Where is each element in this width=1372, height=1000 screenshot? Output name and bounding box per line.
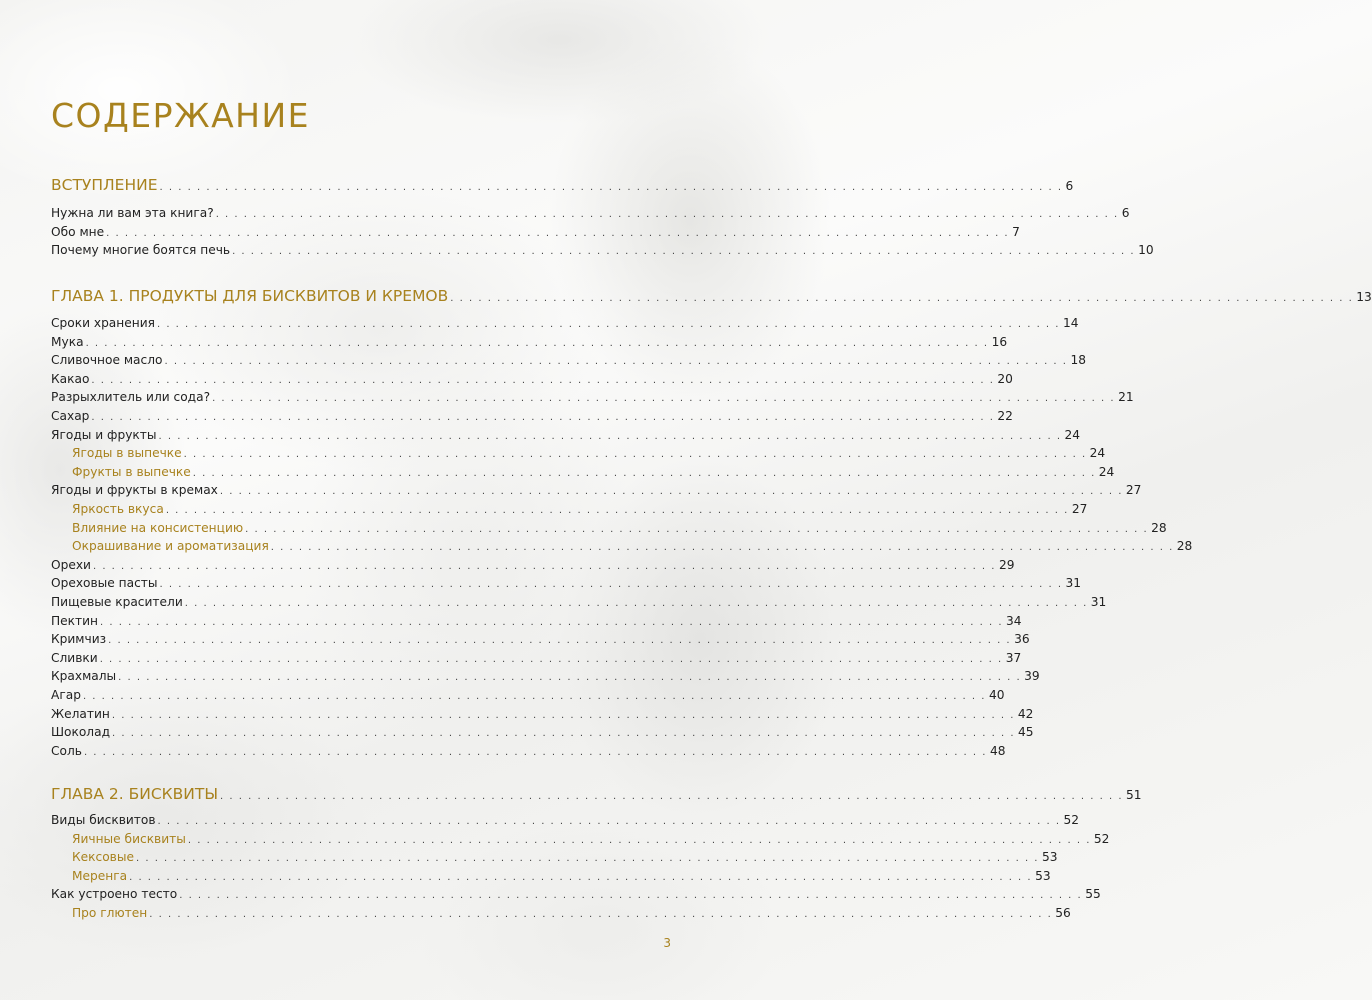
dot-leader: . . . . . . . . . . . . . . . . . . . . . . . . . . . . . . . . . . . . . . . . . . . . . . . . . . . . . . . . . . . . . . . . . . . . . . . . . . . . . . . . . . . . . . . . . . . . . . . . . bbox=[212, 393, 1116, 405]
toc-entry-title: Сливочное масло bbox=[51, 353, 163, 368]
toc-entry-title: Орехи bbox=[51, 557, 91, 572]
dot-leader: . . . . . . . . . . . . . . . . . . . . . . . . . . . . . . . . . . . . . . . . . . . . . . . . . . . . . . . . . . . . . . . . . . . . . . . . . . . . . . . . . . . . . . . . . . . . . . . . . bbox=[156, 319, 1060, 330]
toc-subentry-title: Кексовые bbox=[72, 850, 134, 865]
dot-leader: . . . . . . . . . . . . . . . . . . . . . . . . . . . . . . . . . . . . . . . . . . . . . . . . . . . . . . . . . . . . . . . . . . . . . . . . . . . . . . . . . . . . . . . . . . . . . . . . . bbox=[100, 616, 1004, 628]
dot-leader: . . . . . . . . . . . . . . . . . . . . . . . . . . . . . . . . . . . . . . . . . . . . . . . . . . . . . . . . . . . . . . . . . . . . . . . . . . . . . . . . . . . . . . . . . . . . . . . . . bbox=[106, 227, 1010, 239]
toc-entry[interactable] bbox=[51, 204, 1130, 222]
dot-leader: . . . . . . . . . . . . . . . . . . . . . . . . . . . . . . . . . . . . . . . . . . . . . . . . . . . . . . . . . . . . . . . . . . . . . . . . . . . . . . . . . . . . . . . . . . . . . . . . . bbox=[165, 505, 1069, 516]
toc-subentry[interactable] bbox=[51, 444, 1106, 462]
toc-entry[interactable] bbox=[51, 885, 1101, 903]
toc-entry[interactable] bbox=[51, 481, 1142, 499]
toc-entry[interactable] bbox=[51, 593, 1107, 611]
dot-leader: . . . . . . . . . . . . . . . . . . . . . . . . . . . . . . . . . . . . . . . . . . . . . . . . . . . . . . . . . . . . . . . . . . . . . . . . . . . . . . . . . . . . . . . . . . . . . . . . . bbox=[91, 374, 995, 386]
dot-leader: . . . . . . . . . . . . . . . . . . . . . . . . . . . . . . . . . . . . . . . . . . . . . . . . . . . . . . . . . . . . . . . . . . . . . . . . . . . . . . . . . . . . . . . . . . . . . . . . . bbox=[129, 871, 1033, 883]
toc-entry[interactable] bbox=[51, 333, 1008, 351]
toc-chapter-heading[interactable] bbox=[51, 174, 1074, 196]
toc-subentry[interactable] bbox=[51, 500, 1088, 518]
toc-subentry-title: Яичные бисквиты bbox=[72, 831, 186, 846]
dot-leader: . . . . . . . . . . . . . . . . . . . . . . . . . . . . . . . . . . . . . . . . . . . . . . . . . . . . . . . . . . . . . . . . . . . . . . . . . . . . . . . . . . . . . . . . . . . . . . . . . bbox=[85, 337, 989, 349]
toc-entry-page: 27 bbox=[1125, 483, 1142, 498]
toc-entry-title: Мука bbox=[51, 334, 84, 349]
toc-entry-title: Нужна ли вам эта книга? bbox=[51, 206, 214, 220]
toc-subentry-page: 56 bbox=[1055, 906, 1071, 920]
toc-subentry-title: Ягоды в выпечке bbox=[72, 446, 182, 461]
toc-subentry-page: 24 bbox=[1098, 464, 1115, 479]
toc-subentry[interactable] bbox=[51, 867, 1051, 885]
dot-leader: . . . . . . . . . . . . . . . . . . . . . . . . . . . . . . . . . . . . . . . . . . . . . . . . . . . . . . . . . . . . . . . . . . . . . . . . . . . . . . . . . . . . . . . . . . . . . . . . . bbox=[164, 356, 1068, 368]
toc-entry-page: 31 bbox=[1090, 595, 1107, 609]
dot-leader: . . . . . . . . . . . . . . . . . . . . . . . . . . . . . . . . . . . . . . . . . . . . . . . . . . . . . . . . . . . . . . . . . . . . . . . . . . . . . . . . . . . . . . . . . . . . . . . . . bbox=[183, 449, 1087, 461]
toc-subentry-title: Фрукты в выпечке bbox=[72, 464, 191, 479]
dot-leader: . . . . . . . . . . . . . . . . . . . . . . . . . . . . . . . . . . . . . . . . . . . . . . . . . . . . . . . . . . . . . . . . . . . . . . . . . . . . . . . . . . . . . . . . . . . . . . . . . bbox=[83, 746, 987, 758]
dot-leader: . . . . . . . . . . . . . . . . . . . . . . . . . . . . . . . . . . . . . . . . . . . . . . . . . . . . . . . . . . . . . . . . . . . . . . . . . . . . . . . . . . . . . . . . . . . . . . . . . bbox=[159, 579, 1063, 591]
toc-chapter-heading-title: ГЛАВА 1. ПРОДУКТЫ ДЛЯ БИСКВИТОВ И КРЕМОВ bbox=[51, 287, 449, 305]
toc-entry-page: 18 bbox=[1070, 353, 1086, 368]
toc-entry[interactable] bbox=[51, 574, 1082, 592]
toc-subentry[interactable] bbox=[51, 537, 1193, 555]
dot-leader: . . . . . . . . . . . . . . . . . . . . . . . . . . . . . . . . . . . . . . . . . . . . . . . . . . . . . . . . . . . . . . . . . . . . . . . . . . . . . . . . . . . . . . . . . . . . . . . . . bbox=[108, 635, 1012, 647]
toc-chapter-heading-page: 51 bbox=[1126, 788, 1142, 802]
toc-entry-title: Агар bbox=[51, 688, 81, 702]
toc-entry[interactable] bbox=[51, 686, 1005, 704]
toc-entry-page: 42 bbox=[1017, 706, 1034, 721]
toc-entry-title: Разрыхлитель или сода? bbox=[51, 390, 211, 405]
toc-subentry-page: 52 bbox=[1093, 831, 1110, 846]
toc-entry[interactable] bbox=[51, 351, 1086, 369]
toc-entry-page: 39 bbox=[1024, 669, 1040, 684]
toc-entry-page: 10 bbox=[1138, 243, 1154, 258]
toc-subentry-title: Яркость вкуса bbox=[72, 502, 164, 516]
dot-leader: . . . . . . . . . . . . . . . . . . . . . . . . . . . . . . . . . . . . . . . . . . . . . . . . . . . . . . . . . . . . . . . . . . . . . . . . . . . . . . . . . . . . . . . . . . . . . . . . . bbox=[187, 834, 1091, 846]
dot-leader: . . . . . . . . . . . . . . . . . . . . . . . . . . . . . . . . . . . . . . . . . . . . . . . . . . . . . . . . . . . . . . . . . . . . . . . . . . . . . . . . . . . . . . . . . . . . . . . . . bbox=[192, 467, 1096, 479]
toc-entry-title: Кримчиз bbox=[51, 632, 107, 647]
toc-subentry[interactable] bbox=[51, 830, 1110, 848]
toc-chapter-heading-page: 13 bbox=[1356, 290, 1372, 304]
toc-entry[interactable] bbox=[51, 556, 1015, 574]
toc-entry[interactable] bbox=[51, 223, 1020, 241]
toc-subentry-title: Меренга bbox=[72, 868, 128, 883]
dot-leader: . . . . . . . . . . . . . . . . . . . . . . . . . . . . . . . . . . . . . . . . . . . . . . . . . . . . . . . . . . . . . . . . . . . . . . . . . . . . . . . . . . . . . . . . . . . . . . . . . bbox=[220, 791, 1124, 802]
dot-leader: . . . . . . . . . . . . . . . . . . . . . . . . . . . . . . . . . . . . . . . . . . . . . . . . . . . . . . . . . . . . . . . . . . . . . . . . . . . . . . . . . . . . . . . . . . . . . . . . . bbox=[159, 182, 1063, 193]
toc-entry[interactable] bbox=[51, 612, 1022, 630]
toc-entry[interactable] bbox=[51, 667, 1040, 685]
toc-subentry-title: Влияние на консистенцию bbox=[72, 520, 244, 535]
toc-entry-page: 20 bbox=[997, 371, 1013, 386]
toc-entry[interactable] bbox=[51, 630, 1030, 648]
dot-leader: . . . . . . . . . . . . . . . . . . . . . . . . . . . . . . . . . . . . . . . . . . . . . . . . . . . . . . . . . . . . . . . . . . . . . . . . . . . . . . . . . . . . . . . . . . . . . . . . . bbox=[112, 728, 1015, 740]
dot-leader: . . . . . . . . . . . . . . . . . . . . . . . . . . . . . . . . . . . . . . . . . . . . . . . . . . . . . . . . . . . . . . . . . . . . . . . . . . . . . . . . . . . . . . . . . . . . . . . . . bbox=[158, 430, 1062, 442]
toc-entry[interactable] bbox=[51, 742, 1006, 760]
toc-entry[interactable] bbox=[51, 370, 1013, 388]
dot-leader: . . . . . . . . . . . . . . . . . . . . . . . . . . . . . . . . . . . . . . . . . . . . . . . . . . . . . . . . . . . . . . . . . . . . . . . . . . . . . . . . . . . . . . . . . . . . . . . . . bbox=[149, 909, 1053, 920]
toc-entry-title: Крахмалы bbox=[51, 669, 117, 684]
toc-entry-title: Сливки bbox=[51, 650, 98, 665]
toc-entry[interactable] bbox=[51, 811, 1080, 829]
toc-entry-title: Ягоды и фрукты bbox=[51, 427, 157, 442]
toc-chapter-heading-title: ГЛАВА 2. БИСКВИТЫ bbox=[51, 785, 219, 803]
dot-leader: . . . . . . . . . . . . . . . . . . . . . . . . . . . . . . . . . . . . . . . . . . . . . . . . . . . . . . . . . . . . . . . . . . . . . . . . . . . . . . . . . . . . . . . . . . . . . . . . . bbox=[179, 890, 1083, 902]
toc-entry-page: 36 bbox=[1014, 632, 1030, 647]
toc-entry-page: 40 bbox=[988, 688, 1005, 702]
toc-subentry[interactable] bbox=[51, 519, 1167, 537]
toc-subentry-page: 28 bbox=[1151, 520, 1167, 535]
toc-entry-title: Соль bbox=[51, 743, 82, 758]
toc-entry-page: 21 bbox=[1118, 390, 1134, 405]
toc-subentry-title: Про глютен bbox=[72, 906, 148, 920]
toc-entry-page: 52 bbox=[1063, 813, 1080, 827]
dot-leader: . . . . . . . . . . . . . . . . . . . . . . . . . . . . . . . . . . . . . . . . . . . . . . . . . . . . . . . . . . . . . . . . . . . . . . . . . . . . . . . . . . . . . . . . . . . . . . . . . bbox=[232, 246, 1136, 258]
toc-entry-title: Почему многие боятся печь bbox=[51, 243, 231, 258]
dot-leader: . . . . . . . . . . . . . . . . . . . . . . . . . . . . . . . . . . . . . . . . . . . . . . . . . . . . . . . . . . . . . . . . . . . . . . . . . . . . . . . . . . . . . . . . . . . . . . . . . bbox=[92, 560, 996, 572]
dot-leader: . . . . . . . . . . . . . . . . . . . . . . . . . . . . . . . . . . . . . . . . . . . . . . . . . . . . . . . . . . . . . . . . . . . . . . . . . . . . . . . . . . . . . . . . . . . . . . . . . bbox=[82, 691, 986, 702]
toc-entry-title: Ягоды и фрукты в кремах bbox=[51, 483, 218, 498]
toc-entry-page: 14 bbox=[1062, 316, 1079, 330]
toc-entry-title: Желатин bbox=[51, 706, 110, 721]
toc-subentry-page: 53 bbox=[1041, 850, 1058, 865]
toc-entry-title: Какао bbox=[51, 371, 90, 386]
toc-chapter-heading-page: 6 bbox=[1065, 179, 1074, 193]
toc-entry-page: 16 bbox=[991, 334, 1008, 349]
dot-leader: . . . . . . . . . . . . . . . . . . . . . . . . . . . . . . . . . . . . . . . . . . . . . . . . . . . . . . . . . . . . . . . . . . . . . . . . . . . . . . . . . . . . . . . . . . . . . . . . . bbox=[270, 542, 1174, 554]
toc-entry-page: 24 bbox=[1064, 427, 1081, 442]
toc-entry-title: Как устроено тесто bbox=[51, 887, 178, 902]
toc-subentry-page: 53 bbox=[1035, 868, 1051, 883]
dot-leader: . . . . . . . . . . . . . . . . . . . . . . . . . . . . . . . . . . . . . . . . . . . . . . . . . . . . . . . . . . . . . . . . . . . . . . . . . . . . . . . . . . . . . . . . . . . . . . . . . bbox=[184, 598, 1088, 609]
toc-entry-title: Виды бисквитов bbox=[51, 813, 156, 827]
toc-entry-page: 6 bbox=[1121, 206, 1130, 220]
toc-entry-page: 22 bbox=[997, 409, 1013, 423]
toc-entry[interactable] bbox=[51, 407, 1013, 425]
page-number: 3 bbox=[663, 936, 671, 950]
toc-entry-title: Пектин bbox=[51, 613, 99, 628]
toc-entry-title: Сахар bbox=[51, 409, 90, 423]
toc-subentry-title: Окрашивание и ароматизация bbox=[72, 539, 269, 554]
toc-entry-page: 48 bbox=[989, 743, 1006, 758]
toc-entry-page: 34 bbox=[1006, 613, 1022, 628]
toc-chapter-heading[interactable] bbox=[51, 285, 1372, 307]
dot-leader: . . . . . . . . . . . . . . . . . . . . . . . . . . . . . . . . . . . . . . . . . . . . . . . . . . . . . . . . . . . . . . . . . . . . . . . . . . . . . . . . . . . . . . . . . . . . . . . . . bbox=[118, 672, 1022, 684]
dot-leader: . . . . . . . . . . . . . . . . . . . . . . . . . . . . . . . . . . . . . . . . . . . . . . . . . . . . . . . . . . . . . . . . . . . . . . . . . . . . . . . . . . . . . . . . . . . . . . . . . bbox=[157, 816, 1061, 827]
toc-entry-title: Пищевые красители bbox=[51, 595, 183, 609]
toc-chapter-heading[interactable] bbox=[51, 783, 1142, 805]
toc-entry[interactable] bbox=[51, 388, 1134, 406]
toc-entry-page: 37 bbox=[1005, 650, 1022, 665]
toc-entry[interactable] bbox=[51, 649, 1022, 667]
toc-subentry-page: 27 bbox=[1071, 502, 1088, 516]
toc-entry[interactable] bbox=[51, 723, 1034, 741]
dot-leader: . . . . . . . . . . . . . . . . . . . . . . . . . . . . . . . . . . . . . . . . . . . . . . . . . . . . . . . . . . . . . . . . . . . . . . . . . . . . . . . . . . . . . . . . . . . . . . . . . bbox=[450, 293, 1354, 304]
toc-entry-title: Обо мне bbox=[51, 224, 105, 239]
toc-entry-title: Ореховые пасты bbox=[51, 576, 158, 591]
toc-entry-page: 7 bbox=[1012, 224, 1020, 239]
toc-entry[interactable] bbox=[51, 241, 1154, 259]
toc-subentry[interactable] bbox=[51, 848, 1058, 866]
toc-entry[interactable] bbox=[51, 426, 1081, 444]
dot-leader: . . . . . . . . . . . . . . . . . . . . . . . . . . . . . . . . . . . . . . . . . . . . . . . . . . . . . . . . . . . . . . . . . . . . . . . . . . . . . . . . . . . . . . . . . . . . . . . . . bbox=[219, 486, 1123, 498]
toc-entry[interactable] bbox=[51, 314, 1079, 332]
toc-entry-page: 45 bbox=[1018, 725, 1034, 740]
dot-leader: . . . . . . . . . . . . . . . . . . . . . . . . . . . . . . . . . . . . . . . . . . . . . . . . . . . . . . . . . . . . . . . . . . . . . . . . . . . . . . . . . . . . . . . . . . . . . . . . . bbox=[111, 709, 1015, 721]
toc-subentry[interactable] bbox=[51, 904, 1071, 922]
toc-subentry-page: 24 bbox=[1089, 446, 1106, 461]
dot-leader: . . . . . . . . . . . . . . . . . . . . . . . . . . . . . . . . . . . . . . . . . . . . . . . . . . . . . . . . . . . . . . . . . . . . . . . . . . . . . . . . . . . . . . . . . . . . . . . . . bbox=[99, 653, 1003, 665]
toc-entry-page: 31 bbox=[1065, 576, 1082, 591]
toc-subentry[interactable] bbox=[51, 463, 1115, 481]
toc-entry-title: Шоколад bbox=[51, 725, 110, 740]
toc-entry[interactable] bbox=[51, 705, 1034, 723]
toc-entry-page: 55 bbox=[1085, 887, 1101, 902]
dot-leader: . . . . . . . . . . . . . . . . . . . . . . . . . . . . . . . . . . . . . . . . . . . . . . . . . . . . . . . . . . . . . . . . . . . . . . . . . . . . . . . . . . . . . . . . . . . . . . . . . bbox=[91, 412, 995, 423]
page-title: СОДЕРЖАНИЕ bbox=[51, 96, 311, 136]
toc-entry-title: Сроки хранения bbox=[51, 316, 155, 330]
toc-subentry-page: 28 bbox=[1176, 539, 1193, 554]
dot-leader: . . . . . . . . . . . . . . . . . . . . . . . . . . . . . . . . . . . . . . . . . . . . . . . . . . . . . . . . . . . . . . . . . . . . . . . . . . . . . . . . . . . . . . . . . . . . . . . . . bbox=[215, 209, 1119, 220]
dot-leader: . . . . . . . . . . . . . . . . . . . . . . . . . . . . . . . . . . . . . . . . . . . . . . . . . . . . . . . . . . . . . . . . . . . . . . . . . . . . . . . . . . . . . . . . . . . . . . . . . bbox=[245, 523, 1149, 535]
toc-entry-page: 29 bbox=[998, 557, 1015, 572]
dot-leader: . . . . . . . . . . . . . . . . . . . . . . . . . . . . . . . . . . . . . . . . . . . . . . . . . . . . . . . . . . . . . . . . . . . . . . . . . . . . . . . . . . . . . . . . . . . . . . . . . bbox=[135, 853, 1039, 865]
toc-chapter-heading-title: ВСТУПЛЕНИЕ bbox=[51, 176, 158, 194]
